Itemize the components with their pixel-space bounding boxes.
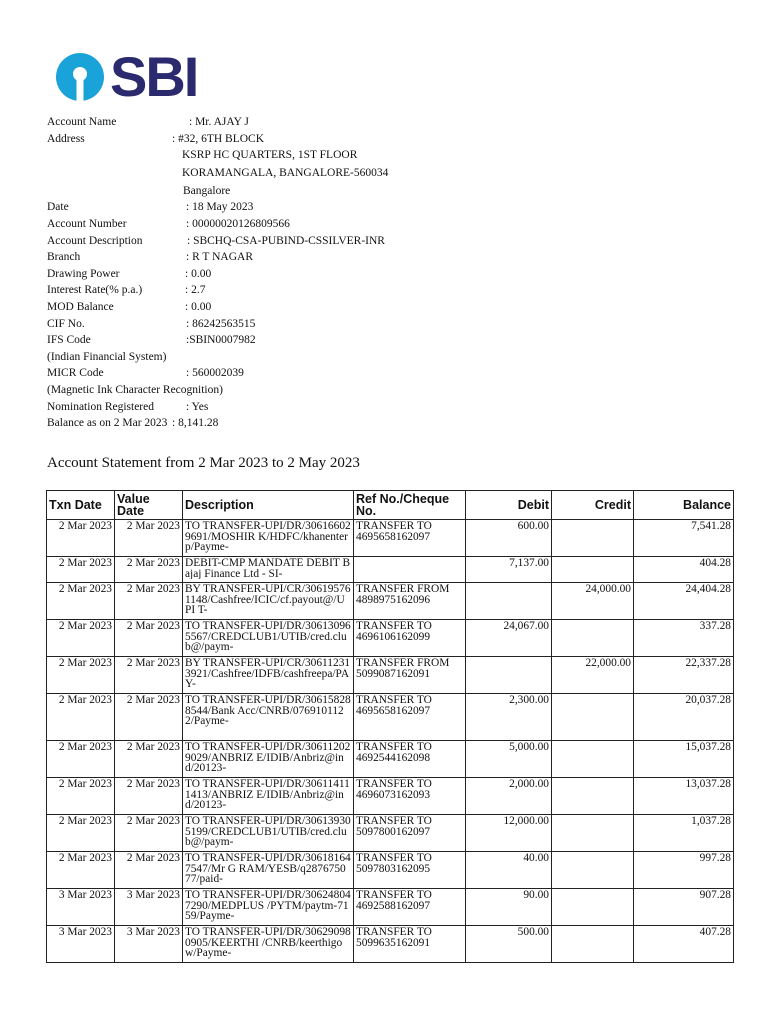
- ref-no-cell: TRANSFER TO 5097803162095: [354, 852, 466, 889]
- account-field-value: : 560002039: [186, 367, 244, 380]
- account-field-label: (Magnetic Ink Character Recognition): [47, 383, 223, 396]
- ref-no-cell: TRANSFER TO 4696106162099: [354, 620, 466, 657]
- ref-no-cell: TRANSFER TO 4692544162098: [354, 741, 466, 778]
- account-field-value: : 86242563515: [186, 317, 256, 330]
- brand-name: SBI: [110, 45, 198, 108]
- account-field-value: : Mr. AJAY J: [189, 116, 249, 128]
- table-header-row: [47, 491, 734, 520]
- ref-no-cell: TRANSFER FROM 4898975162096: [354, 583, 466, 620]
- account-field-label: Balance as on 2 Mar 2023: [47, 417, 168, 430]
- txn-date-cell: 2 Mar 2023: [47, 557, 115, 583]
- description-cell: [183, 926, 354, 963]
- account-field-label: IFS Code: [47, 334, 91, 347]
- txn-date-cell: 2 Mar 2023: [47, 694, 115, 741]
- account-field-label: Address: [47, 132, 85, 145]
- balance-cell: 997.28: [634, 852, 734, 889]
- txn-date-cell: 2 Mar 2023: [47, 520, 115, 557]
- debit-cell: 7,137.00: [466, 557, 552, 583]
- description-text: BY TRANSFER-UPI/CR/306195761148/Cashfree/ICIC/cf.payout@/UPI T-: [185, 584, 351, 616]
- table-row: [47, 741, 734, 778]
- value-date-cell: 2 Mar 2023: [115, 778, 183, 815]
- account-field-row: [47, 216, 727, 233]
- balance-cell: 407.28: [634, 926, 734, 963]
- credit-cell: [552, 557, 634, 583]
- account-field-row: [47, 299, 727, 316]
- balance-cell: 404.28: [634, 557, 734, 583]
- account-field-row: [47, 266, 727, 283]
- credit-cell: [552, 852, 634, 889]
- ref-no-cell: TRANSFER TO 4692588162097: [354, 889, 466, 926]
- value-date-cell: 3 Mar 2023: [115, 889, 183, 926]
- account-field-value: Bangalore: [183, 184, 231, 197]
- table-row: [47, 778, 734, 815]
- sbi-logo: [54, 45, 198, 108]
- debit-cell: 24,067.00: [466, 620, 552, 657]
- account-field-label: Branch: [47, 251, 81, 264]
- debit-cell: [466, 583, 552, 620]
- description-text: TO TRANSFER-UPI/DR/306248047290/MEDPLUS /PYTM/paytm-7159/Payme-: [185, 890, 351, 922]
- description-text: TO TRANSFER-UPI/DR/306114111413/ANBRIZ E/IDIB/Anbriz@ind/20123-: [185, 779, 350, 811]
- credit-cell: [552, 889, 634, 926]
- description-cell: [183, 694, 354, 741]
- account-field-value: KORAMANGALA, BANGALORE-560034: [182, 166, 389, 179]
- account-field-row: [47, 365, 727, 382]
- description-text: TO TRANSFER-UPI/DR/306139305199/CREDCLUB1/UTIB/cred.club@/paym-: [185, 816, 351, 848]
- account-field-label: Drawing Power: [47, 267, 120, 280]
- account-field-row: [47, 199, 727, 216]
- account-field-row: [47, 282, 727, 299]
- balance-cell: 337.28: [634, 620, 734, 657]
- description-cell: [183, 657, 354, 694]
- debit-cell: 600.00: [466, 520, 552, 557]
- table-row: [47, 694, 734, 741]
- credit-cell: [552, 520, 634, 557]
- description-cell: [183, 815, 354, 852]
- account-field-label: (Indian Financial System): [47, 350, 167, 363]
- table-row: [47, 620, 734, 657]
- account-field-row: [47, 114, 727, 131]
- table-row: [47, 557, 734, 583]
- description-text: BY TRANSFER-UPI/CR/306112313921/Cashfree/IDFB/cashfreepa/PAY-: [185, 658, 351, 690]
- credit-cell: [552, 694, 634, 741]
- value-date-cell: 3 Mar 2023: [115, 926, 183, 963]
- balance-cell: 13,037.28: [634, 778, 734, 815]
- txn-date-cell: 2 Mar 2023: [47, 778, 115, 815]
- account-field-value: : 18 May 2023: [186, 201, 254, 214]
- ref-no-cell: TRANSFER FROM 5099087162091: [354, 657, 466, 694]
- balance-cell: 20,037.28: [634, 694, 734, 741]
- credit-cell: [552, 815, 634, 852]
- col-balance: Balance: [634, 491, 734, 520]
- ref-no-cell: TRANSFER TO 4695658162097: [354, 694, 466, 741]
- account-field-value: : 00000020126809566: [186, 217, 290, 230]
- credit-cell: 24,000.00: [552, 583, 634, 620]
- description-cell: [183, 557, 354, 583]
- account-field-row: [47, 399, 727, 416]
- account-field-label: CIF No.: [47, 317, 85, 330]
- description-text: TO TRANSFER-UPI/DR/306290980905/KEERTHI /CNRB/keerthigow/Payme-: [185, 927, 351, 959]
- account-field-label: MOD Balance: [47, 300, 114, 313]
- txn-date-cell: 2 Mar 2023: [47, 583, 115, 620]
- description-cell: [183, 741, 354, 778]
- debit-cell: 40.00: [466, 852, 552, 889]
- description-cell: [183, 778, 354, 815]
- account-field-row: [47, 415, 727, 432]
- col-txn-date: Txn Date: [47, 491, 115, 520]
- account-field-row: [47, 332, 727, 349]
- value-date-cell: 2 Mar 2023: [115, 815, 183, 852]
- account-field-label: Account Description: [47, 234, 143, 247]
- col-description: Description: [183, 491, 354, 520]
- account-field-label: Nomination Registered: [47, 400, 154, 413]
- txn-date-cell: 2 Mar 2023: [47, 852, 115, 889]
- credit-cell: [552, 778, 634, 815]
- description-text: TO TRANSFER-UPI/DR/306112029029/ANBRIZ E/IDIB/Anbriz@ind/20123-: [185, 742, 351, 774]
- account-field-row: [47, 183, 727, 200]
- account-info: [47, 114, 727, 432]
- account-field-value: : 0.00: [185, 267, 212, 280]
- account-field-row: [47, 316, 727, 333]
- account-field-label: Account Name: [47, 116, 117, 128]
- txn-date-cell: 2 Mar 2023: [47, 620, 115, 657]
- account-field-label: Interest Rate(% p.a.): [47, 284, 143, 297]
- debit-cell: 500.00: [466, 926, 552, 963]
- debit-cell: 2,000.00: [466, 778, 552, 815]
- account-field-value: : #32, 6TH BLOCK: [172, 132, 264, 145]
- value-date-cell: 2 Mar 2023: [115, 520, 183, 557]
- account-field-row: [47, 382, 727, 399]
- description-text: TO TRANSFER-UPI/DR/306158288544/Bank Acc/CNRB/0769101122/Payme-: [185, 695, 351, 727]
- txn-date-cell: 3 Mar 2023: [47, 926, 115, 963]
- credit-cell: [552, 620, 634, 657]
- credit-cell: [552, 741, 634, 778]
- table-row: [47, 657, 734, 694]
- txn-date-cell: 2 Mar 2023: [47, 741, 115, 778]
- description-cell: [183, 620, 354, 657]
- value-date-cell: 2 Mar 2023: [115, 694, 183, 741]
- balance-cell: 1,037.28: [634, 815, 734, 852]
- balance-cell: 7,541.28: [634, 520, 734, 557]
- txn-date-cell: 2 Mar 2023: [47, 657, 115, 694]
- account-field-row: [47, 249, 727, 266]
- col-ref-no: Ref No./Cheque No.: [354, 491, 466, 520]
- account-field-value: : 0.00: [185, 300, 212, 313]
- balance-cell: 22,337.28: [634, 657, 734, 694]
- table-row: [47, 520, 734, 557]
- account-field-label: Date: [47, 201, 69, 214]
- account-field-row: [47, 233, 727, 250]
- description-text: DEBIT-CMP MANDATE DEBIT Bajaj Finance Ltd - SI-: [185, 558, 351, 579]
- balance-cell: 15,037.28: [634, 741, 734, 778]
- transactions-table: [46, 490, 734, 963]
- table-row: [47, 926, 734, 963]
- table-row: [47, 852, 734, 889]
- account-field-value: : R T NAGAR: [186, 251, 253, 264]
- account-field-value: KSRP HC QUARTERS, 1ST FLOOR: [182, 149, 358, 162]
- description-text: TO TRANSFER-UPI/DR/306166029691/MOSHIR K/HDFC/khanenterp/Payme-: [185, 521, 351, 553]
- credit-cell: [552, 926, 634, 963]
- account-field-row: [47, 147, 727, 164]
- ref-no-cell: TRANSFER TO 5097800162097: [354, 815, 466, 852]
- value-date-cell: 2 Mar 2023: [115, 741, 183, 778]
- txn-date-cell: 3 Mar 2023: [47, 889, 115, 926]
- account-field-label: Account Number: [47, 217, 127, 230]
- txn-date-cell: 2 Mar 2023: [47, 815, 115, 852]
- balance-cell: 24,404.28: [634, 583, 734, 620]
- account-field-row: [47, 349, 727, 366]
- table-row: [47, 583, 734, 620]
- balance-cell: 907.28: [634, 889, 734, 926]
- debit-cell: 2,300.00: [466, 694, 552, 741]
- col-credit: Credit: [552, 491, 634, 520]
- table-row: [47, 889, 734, 926]
- ref-no-cell: TRANSFER TO 4695658162097: [354, 520, 466, 557]
- account-field-value: : Yes: [186, 400, 209, 413]
- ref-no-cell: [354, 557, 466, 583]
- debit-cell: 90.00: [466, 889, 552, 926]
- description-cell: [183, 520, 354, 557]
- account-field-label: MICR Code: [47, 367, 104, 380]
- description-text: TO TRANSFER-UPI/DR/306130965567/CREDCLUB1/UTIB/cred.club@/paym-: [185, 621, 351, 653]
- col-debit: Debit: [466, 491, 552, 520]
- account-field-row: [47, 164, 727, 183]
- table-row: [47, 815, 734, 852]
- account-field-value: : SBCHQ-CSA-PUBIND-CSSILVER-INR: [187, 234, 385, 247]
- account-field-value: :SBIN0007982: [186, 334, 256, 347]
- value-date-cell: 2 Mar 2023: [115, 557, 183, 583]
- value-date-cell: 2 Mar 2023: [115, 583, 183, 620]
- statement-title: Account Statement from 2 Mar 2023 to 2 May 2023: [47, 455, 360, 471]
- value-date-cell: 2 Mar 2023: [115, 852, 183, 889]
- account-field-row: [47, 131, 727, 148]
- description-cell: [183, 889, 354, 926]
- description-cell: [183, 583, 354, 620]
- ref-no-cell: TRANSFER TO 4696073162093: [354, 778, 466, 815]
- debit-cell: 12,000.00: [466, 815, 552, 852]
- credit-cell: 22,000.00: [552, 657, 634, 694]
- description-text: TO TRANSFER-UPI/DR/306181647547/Mr G RAM/YESB/q287675077/paid-: [185, 853, 351, 885]
- account-field-value: : 2.7: [185, 284, 206, 297]
- account-field-value: : 8,141.28: [172, 417, 219, 430]
- keyhole-logo-icon: [54, 51, 106, 103]
- debit-cell: 5,000.00: [466, 741, 552, 778]
- value-date-cell: 2 Mar 2023: [115, 657, 183, 694]
- value-date-cell: 2 Mar 2023: [115, 620, 183, 657]
- col-value-date: Value Date: [115, 491, 183, 520]
- debit-cell: [466, 657, 552, 694]
- ref-no-cell: TRANSFER TO 5099635162091: [354, 926, 466, 963]
- description-cell: [183, 852, 354, 889]
